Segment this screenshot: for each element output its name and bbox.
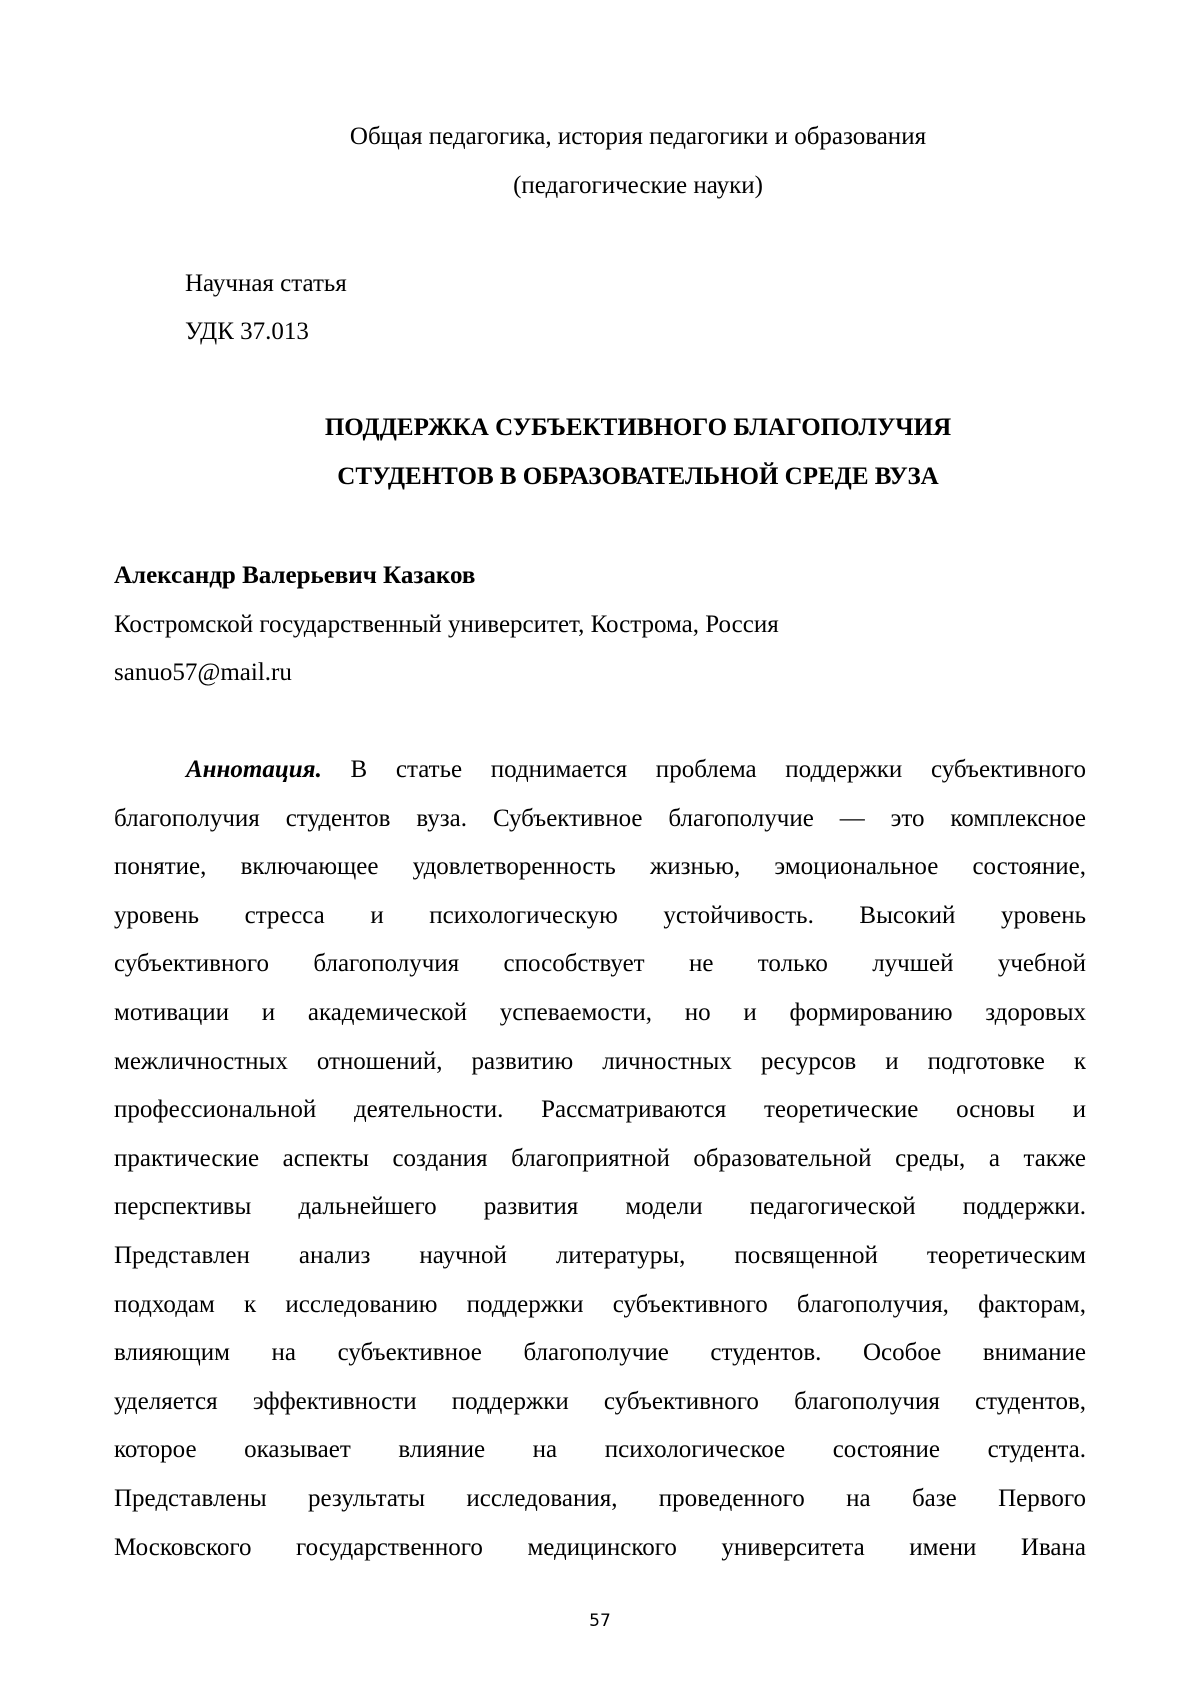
abstract-line: перспективы дальнейшего развития модели педагогической поддержки. — [114, 1193, 1086, 1221]
abstract-line: влияющим на субъективное благополучие студентов. Особое внимание — [114, 1339, 1086, 1367]
abstract-label: Аннотация. — [186, 756, 322, 783]
abstract-line: понятие, включающее удовлетворенность жизнью, эмоциональное состояние, — [114, 853, 1086, 881]
abstract-line-text: В статье поднимается проблема поддержки субъективного — [350, 756, 1086, 783]
abstract-line: благополучия студентов вуза. Субъективное благополучие — это комплексное — [114, 804, 1086, 832]
abstract-line: уделяется эффективности поддержки субъективного благополучия студентов, — [114, 1387, 1086, 1415]
article-title-line1: ПОДДЕРЖКА СУБЪЕКТИВНОГО БЛАГОПОЛУЧИЯ — [324, 414, 952, 441]
page-number: 57 — [589, 1611, 611, 1631]
abstract-line: практические аспекты создания благоприятной образовательной среды, а также — [114, 1144, 1086, 1172]
author-affiliation: Костромской государственный университет, Кострома, Россия — [114, 611, 779, 638]
abstract-line: Московского государственного медицинского университета имени Ивана — [114, 1533, 1086, 1561]
section-rubric-line2: (педагогические науки) — [513, 172, 763, 199]
author-email: sanuo57@mail.ru — [114, 659, 292, 686]
abstract-line: Представлены результаты исследования, проведенного на базе Первого — [114, 1484, 1086, 1512]
abstract-line: субъективного благополучия способствует не только лучшей учебной — [114, 950, 1086, 978]
abstract-line: которое оказывает влияние на психологическое состояние студента. — [114, 1436, 1086, 1464]
abstract-line — [114, 755, 1086, 804]
abstract-line: профессиональной деятельности. Рассматриваются теоретические основы и — [114, 1096, 1086, 1124]
abstract-line: уровень стресса и психологическую устойчивость. Высокий уровень — [114, 901, 1086, 929]
author-name: Александр Валерьевич Казаков — [114, 562, 476, 589]
article-title-line2: СТУДЕНТОВ В ОБРАЗОВАТЕЛЬНОЙ СРЕДЕ ВУЗА — [337, 463, 939, 490]
udk-code: УДК 37.013 — [185, 318, 309, 345]
abstract — [114, 755, 1086, 1581]
abstract-line: подходам к исследованию поддержки субъективного благополучия, факторам, — [114, 1290, 1086, 1318]
section-rubric-line1: Общая педагогика, история педагогики и образования — [349, 123, 927, 150]
abstract-line: мотивации и академической успеваемости, но и формированию здоровых — [114, 998, 1086, 1026]
abstract-line: Представлен анализ научной литературы, посвященной теоретическим — [114, 1241, 1086, 1269]
article-type: Научная статья — [185, 270, 347, 297]
abstract-line: межличностных отношений, развитию личностных ресурсов и подготовке к — [114, 1047, 1086, 1075]
